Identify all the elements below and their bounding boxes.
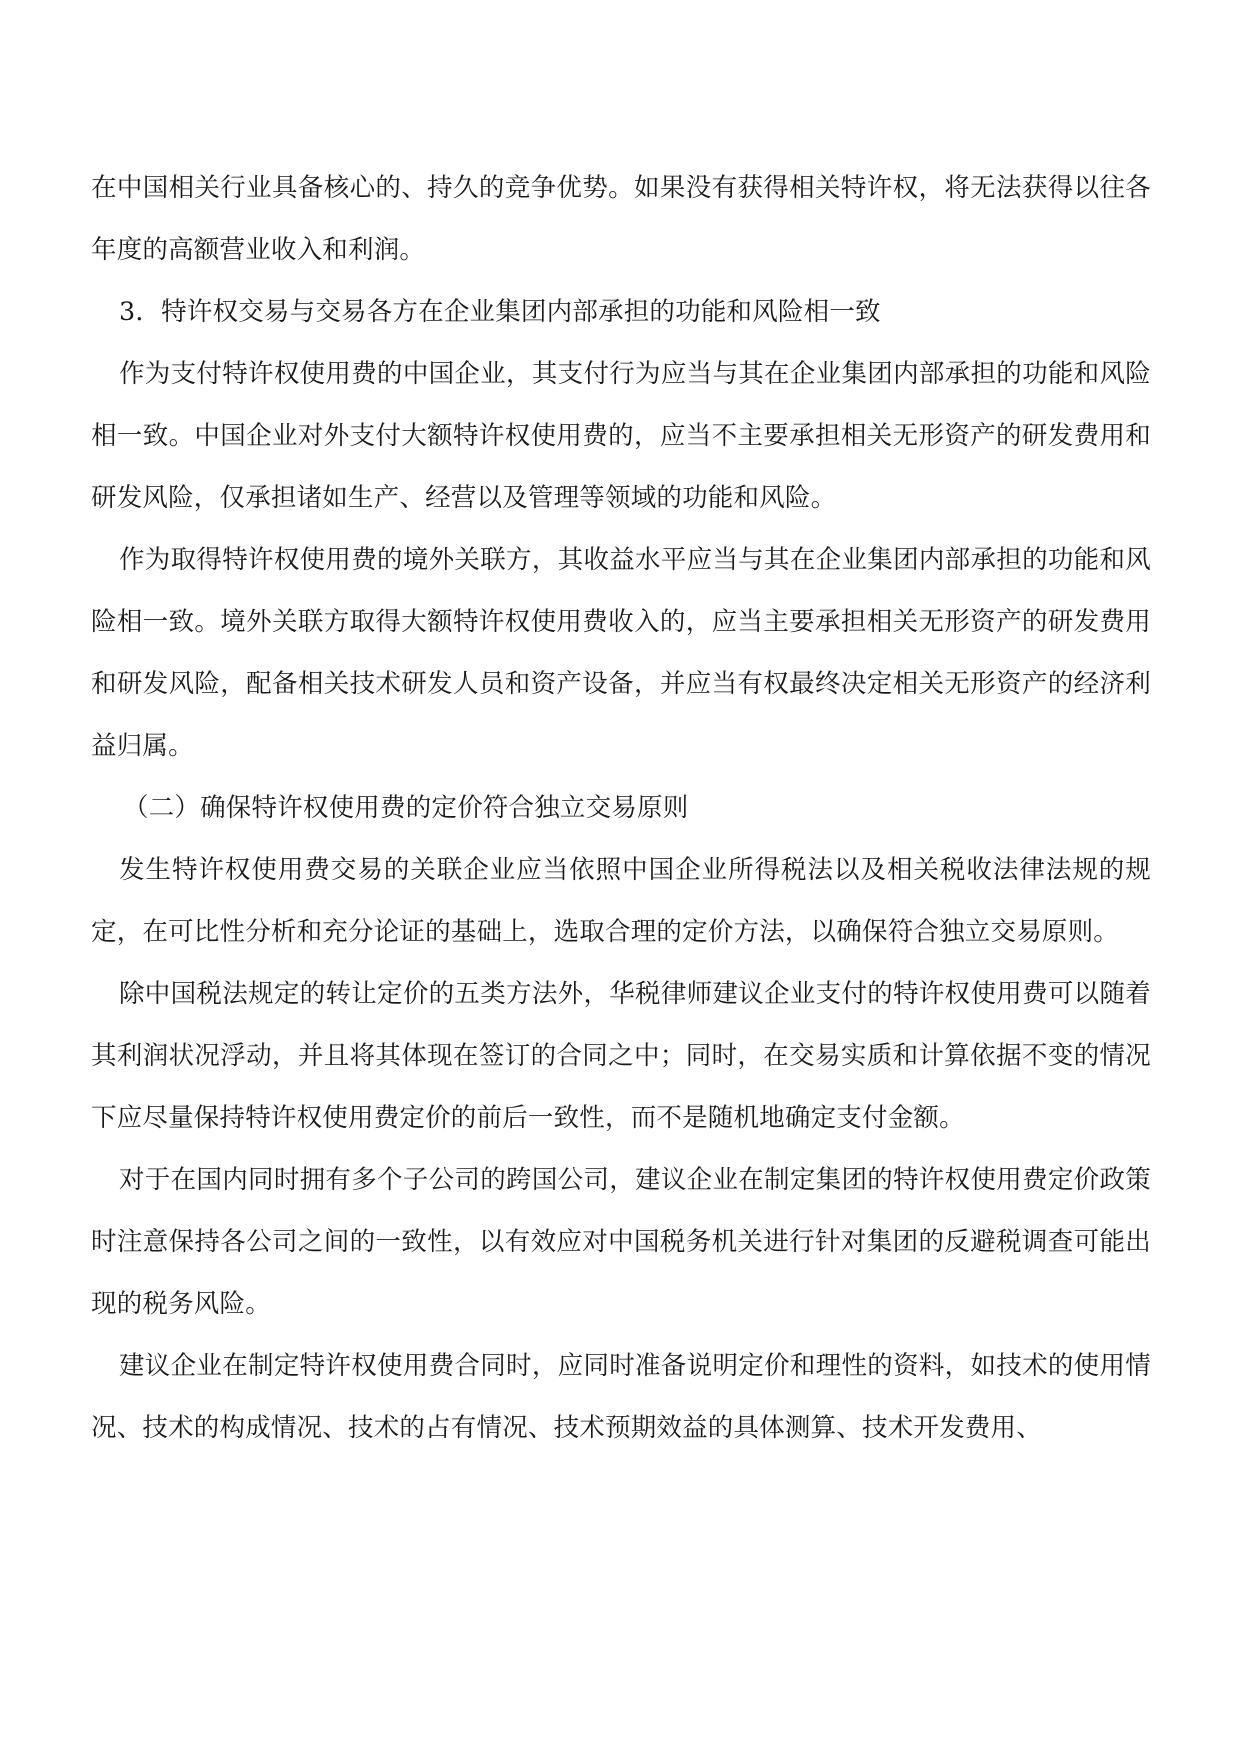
paragraph-contract-documentation: 建议企业在制定特许权使用费合同时，应同时准备说明定价和理性的资料，如技术的使用情况、技术的构成情况、技术的占有情况、技术预期效益的具体测算、技术开发费用、 (91, 1351, 1151, 1443)
section-heading-2: （二）确保特许权使用费的定价符合独立交易原则 (123, 793, 689, 823)
paragraph-pricing-method: 发生特许权使用费交易的关联企业应当依照中国企业所得税法以及相关税收法律法规的规定，在可比性分析和充分论证的基础上，选取合理的定价方法，以确保符合独立交易原则。 (91, 855, 1151, 947)
paragraph-lawyer-advice: 除中国税法规定的转让定价的五类方法外，华税律师建议企业支付的特许权使用费可以随着其利润状况浮动，并且将其体现在签订的合同之中；同时，在交易实质和计算依据不变的情况下应尽量保持特许权使用费定价的前后一致性，而不是随机地确定支付金额。 (91, 979, 1151, 1133)
section-heading-3: 3．特许权交易与交易各方在企业集团内部承担的功能和风险相一致 (119, 297, 881, 327)
paragraph-overseas-recipient: 作为取得特许权使用费的境外关联方，其收益水平应当与其在企业集团内部承担的功能和风险相一致。境外关联方取得大额特许权使用费收入的，应当主要承担相关无形资产的研发费用和研发风险，配备相关技术研发人员和资产设备，并应当有权最终决定相关无形资产的经济利益归属。 (91, 545, 1151, 761)
paragraph-group-consistency: 对于在国内同时拥有多个子公司的跨国公司，建议企业在制定集团的特许权使用费定价政策时注意保持各公司之间的一致性，以有效应对中国税务机关进行针对集团的反避税调查可能出现的税务风险。 (91, 1165, 1151, 1319)
document-body (91, 157, 1151, 1459)
paragraph-chinese-payer: 作为支付特许权使用费的中国企业，其支付行为应当与其在企业集团内部承担的功能和风险相一致。中国企业对外支付大额特许权使用费的，应当不主要承担相关无形资产的研发费用和研发风险，仅承担诸如生产、经营以及管理等领域的功能和风险。 (91, 359, 1151, 513)
paragraph-continuation: 在中国相关行业具备核心的、持久的竞争优势。如果没有获得相关特许权，将无法获得以往各年度的高额营业收入和利润。 (91, 173, 1151, 265)
